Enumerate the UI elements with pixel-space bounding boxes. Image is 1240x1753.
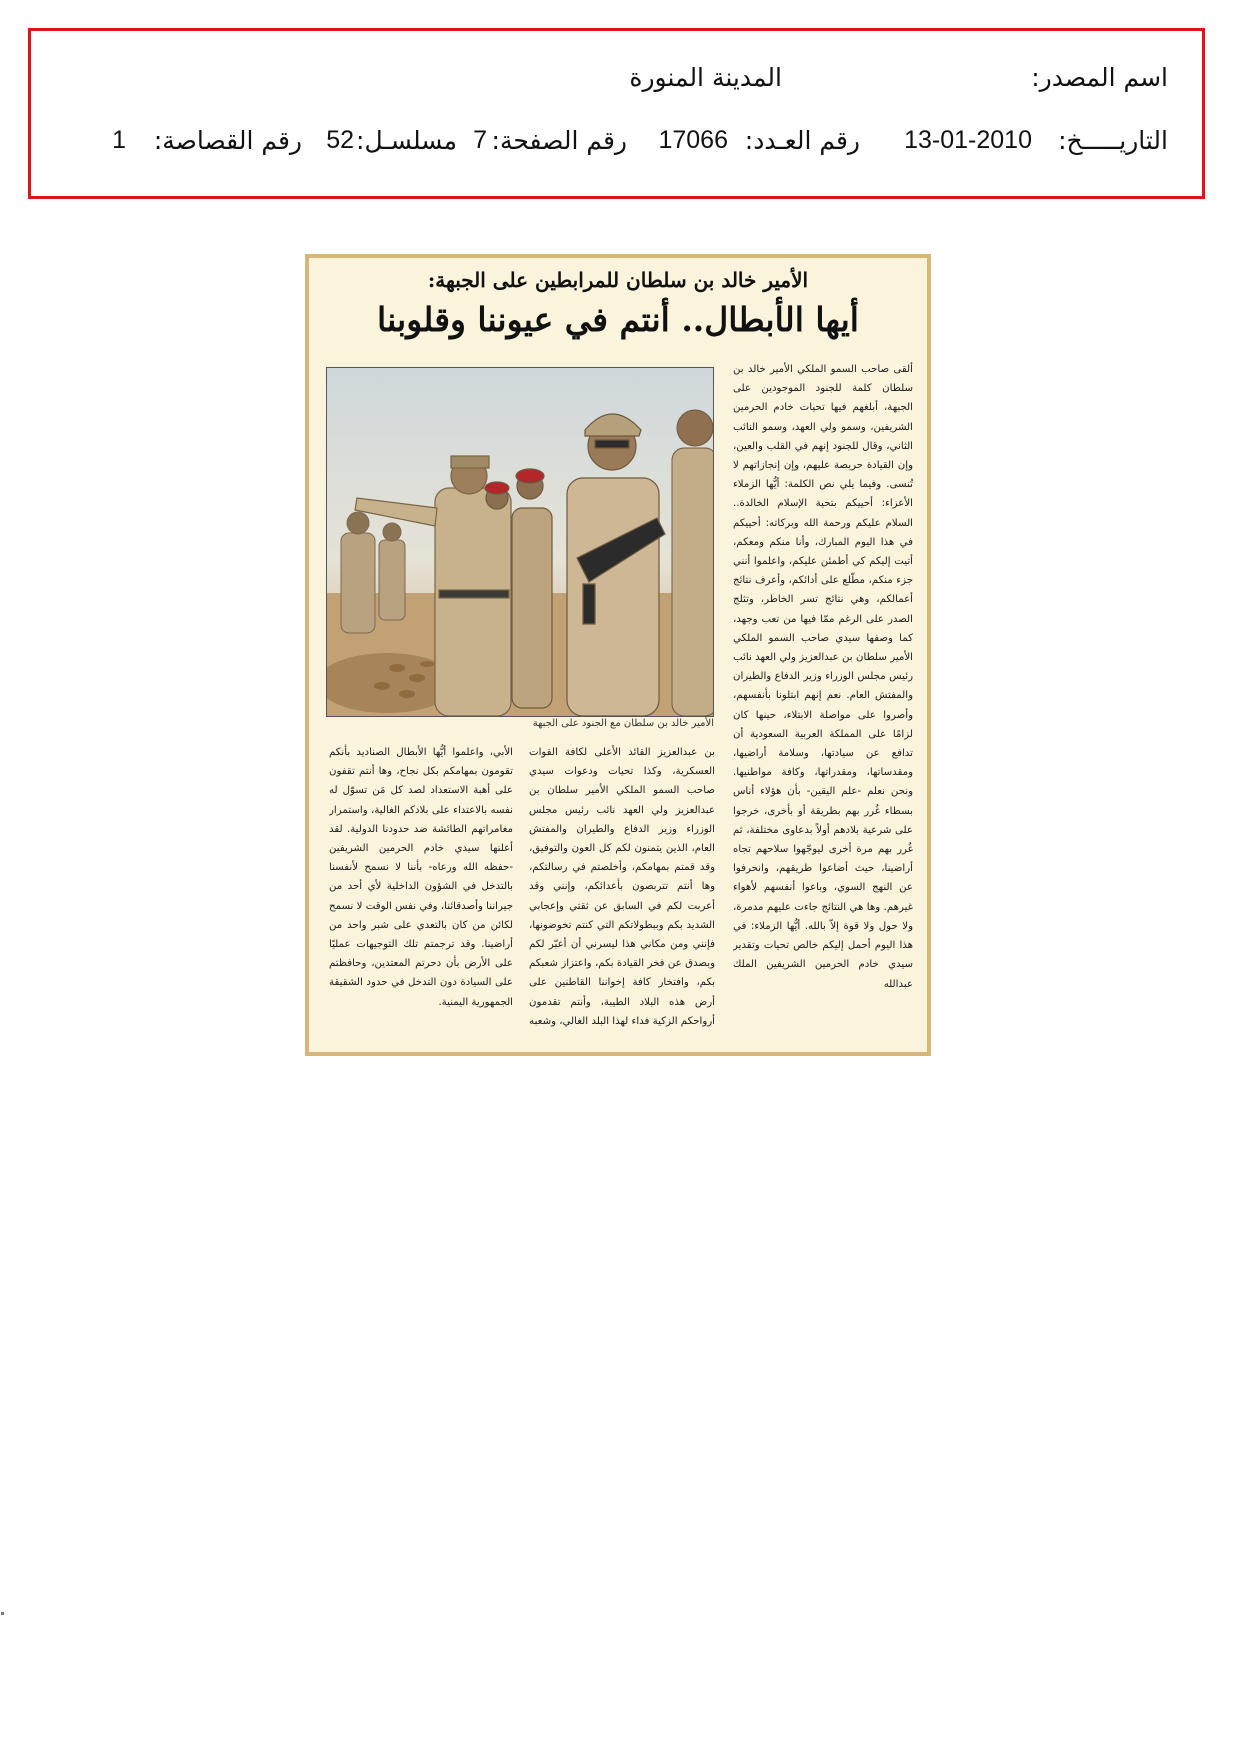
article-column-right [733, 360, 913, 1050]
issue-label: رقم العـدد: [744, 126, 860, 155]
article-photo [326, 367, 714, 717]
serial-label: مسلسـل: [356, 126, 457, 155]
scan-artifact [1, 1612, 4, 1615]
photo-caption: الأمير خالد بن سلطان مع الجنود على الجبهة [532, 718, 714, 729]
serial-value: 52 [326, 126, 354, 154]
page-label: رقم الصفحة: [491, 126, 627, 155]
page-value: 7 [473, 126, 487, 154]
issue-value: 17066 [658, 126, 728, 154]
article-column-middle [529, 743, 715, 1048]
article-headline: أيها الأبطال.. أنتم في عيوننا وقلوبنا [377, 300, 859, 339]
metadata-row [31, 126, 1202, 166]
clip-number-value: 1 [112, 126, 126, 154]
date-label: التاريـــــخ: [1058, 126, 1168, 155]
newspaper-clipping [305, 254, 931, 1056]
clipping-metadata-box [28, 28, 1205, 199]
source-value: المدينة المنورة [629, 63, 782, 92]
date-value: 13-01-2010 [904, 126, 1032, 154]
article-paragraph: ألقى صاحب السمو الملكي الأمير خالد بن سلطان كلمة للجنود الموجودين على الجبهة، أبلغهم فيها تحيات خادم الحرمين الشريفين، وسمو ولي العهد، وسمو النائب الثاني، وقال للجنود إنهم في القلب والعين، وإن القيادة حريصة عليهم، وإن إنجازاتهم لا تُنسى. وفيما يلي نص الكلمة: أيُّها الزملاء الأعزاء: أحييكم بتحية الإسلام الخالدة.. السلام عليكم ورحمة الله وبركاته: أحييكم في هذا اليوم المبارك، وأنا منكم ومعكم، أتيت إليكم كي أطمئن عليكم، واعلموا أنني جزء منكم، مطّلع على أدائكم، وأعرف نتائج أعمالكم، وهي نتائج تسر الخاطر، وتثلج الصدر على الرغم ممّا فيها من تعب وجهد، كما وصفها سيدي صاحب السمو الملكي الأمير سلطان بن عبدالعزيز ولي العهد نائب رئيس مجلس الوزراء وزير الدفاع والطيران والمفتش العام. نعم إنهم ابتلونا بأنفسهم، وأصروا على مواصلة الابتلاء، حينها كان لزامًا على المملكة العربية السعودية أن تدافع عن سيادتها، وسلامة أراضيها، ومقدساتها، ومقدراتها، وكافة مواطنيها. ونحن نعلم -علم اليقين- بأن هؤلاء أناس بسطاء غُرر بهم بطريقة أو بأخرى، خرجوا على شرعية بلادهم أولاً بدعاوى مختلفة، ثم غُرر بهم مرة أخرى ليوجّهوا سلاحهم تجاه أراضينا، حيث أضاعوا طريقهم، وانحرفوا عن النهج السوي، وباعوا أنفسهم لأهواء غيرهم. وها هي النتائج جاءت عليهم مدمرة، ولا حول ولا قوة إلاّ بالله. أيُّها الزملاء: في هذا اليوم أحمل إليكم خالص تحيات وتقدير سيدي خادم الحرمين الشريفين الملك عبدالله [733, 364, 913, 990]
article-column-left [329, 743, 513, 1048]
source-label: اسم المصدر: [1031, 63, 1168, 92]
article-kicker: الأمير خالد بن سلطان للمرابطين على الجبهة: [427, 268, 809, 292]
clip-number-label: رقم القصاصة: [153, 126, 302, 155]
article-paragraph: الأبي، واعلموا أيُّها الأبطال الصناديد بأنكم تقومون بمهامكم بكل نجاح، وها أنتم تقفون على أهبة الاستعداد لصد كل مَن تسوّل له نفسه بالاعتداء على بلادكم الغالية، واستمرار مغامراتهم الطائشة ضد حدودنا الدولية. لقد أعلنها سيدي خادم الحرمين الشريفين -حفظه الله ورعاه- بأننا لا نسمح لأنفسنا بالتدخل في الشؤون الداخلية لأي أحد من جيراننا وأصدقائنا، وفي نفس الوقت لا نسمح لكائن من كان بالتعدي على شبر واحد من أراضينا. وقد ترجمتم تلك التوجيهات عمليًا على الأرض بأن دحرتم المعتدين، وحافظتم على السيادة دون التدخل في حدود الشقيقة الجمهورية اليمنية. [329, 747, 513, 1008]
article-paragraph: بن عبدالعزيز القائد الأعلى لكافة القوات العسكرية، وكذا تحيات ودعوات سيدي صاحب السمو الملكي الأمير سلطان بن عبدالعزيز ولي العهد نائب رئيس مجلس الوزراء وزير الدفاع والطيران والمفتش العام، الذين يتمنون لكم كل العون والتوفيق، وقد قمتم بمهامكم، وأخلصتم في رسالتكم، وها أنتم تتربصون بأعدائكم، وإنني وقد أعربت لكم في السابق عن ثقتي وإعجابي الشديد بكم وببطولاتكم التي كنتم تخوضونها، فإنني ومن مكاني هذا ليسرني أن أعبّر لكم وبصدق عن فخر القيادة بكم، واعتزاز شعبكم بكم، وافتخار كافة إخواننا القاطنين على أرض هذه البلاد الطيبة، وأنتم تقدمون أرواحكم الزكية فداء لهذا البلد الغالي، وشعبه [529, 747, 715, 1027]
